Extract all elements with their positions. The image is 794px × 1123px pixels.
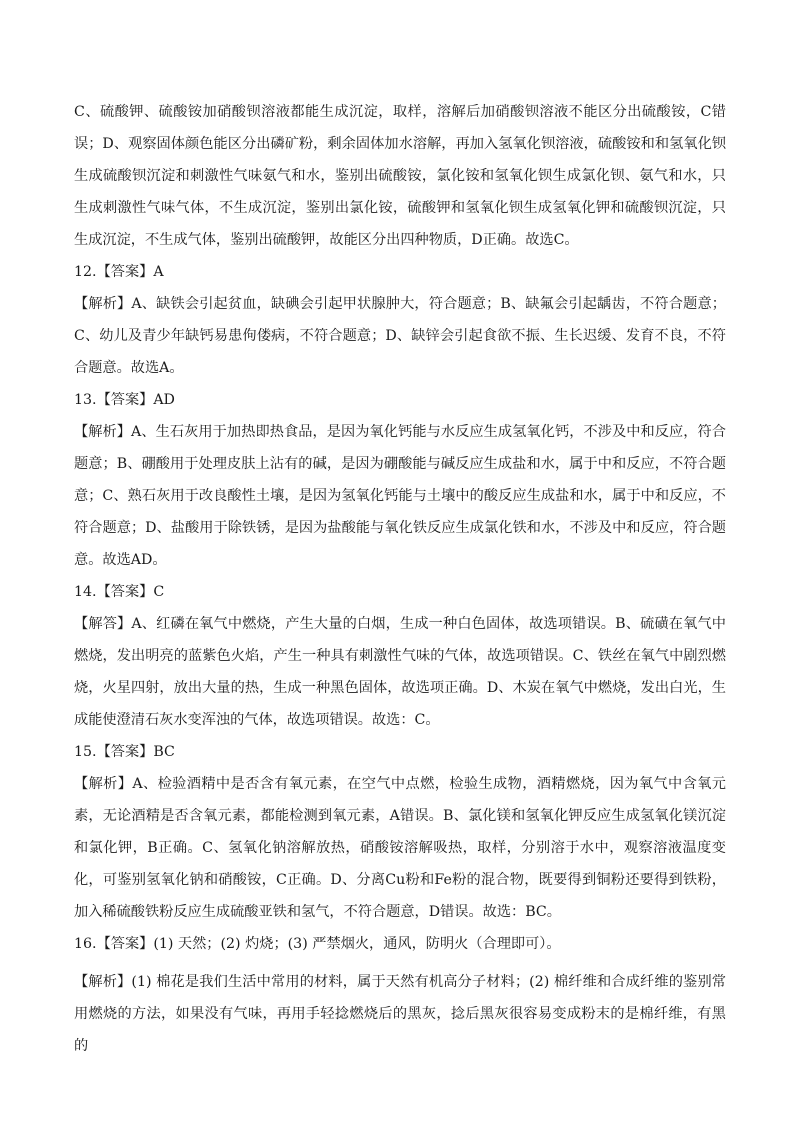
explanation-16: 【解析】(1) 棉花是我们生活中常用的材料，属于天然有机高分子材料；(2) 棉纤维和合成纤维的鉴别常用燃烧的方法，如果没有气味，再用手轻捻燃烧后的黑灰，捻后黑灰很容易变成粉末的是棉纤维，有黑的 [74,974,726,1054]
explanation-14: 【解答】A、红磷在氧气中燃烧，产生大量的白烟，生成一种白色固体，故选项错误。B、硫磺在氧气中燃烧，发出明亮的蓝紫色火焰，产生一种具有刺激性气味的气体，故选项错误。C、铁丝在氧气中剧烈燃烧，火星四射，放出大量的热，生成一种黑色固体，故选项正确。D、木炭在氧气中燃烧，发出白光，生成能使澄清石灰水变浑浊的气体，故选项错误。故选：C。 [74,616,726,728]
paragraph-11-continuation: C、硫酸钾、硫酸铵加硝酸钡溶液都能生成沉淀，取样，溶解后加硝酸钡溶液不能区分出硫酸铵，C错误；D、观察固体颜色能区分出磷矿粉，剩余固体加水溶解，再加入氢氧化钡溶液，硫酸铵和和氢氧化钡生成硫酸钡沉淀和刺激性气味氨气和水，鉴别出硫酸铵，氯化铵和氢氧化钡生成氯化钡、氨气和水，只生成刺激性气味气体，不生成沉淀，鉴别出氯化铵，硫酸钾和氢氧化钡生成氢氧化钾和硫酸钡沉淀，只生成沉淀，不生成气体，鉴别出硫酸钾，故能区分出四种物质，D正确。故选C。 [74,104,726,248]
answer-heading-13: 13.【答案】AD [74,392,175,408]
explanation-13: 【解析】A、生石灰用于加热即热食品，是因为氧化钙能与水反应生成氢氧化钙，不涉及中和反应，符合题意；B、硼酸用于处理皮肤上沾有的碱，是因为硼酸能与碱反应生成盐和水，属于中和反应，不符合题意；C、熟石灰用于改良酸性土壤，是因为氢氧化钙能与土壤中的酸反应生成盐和水，属于中和反应，不符合题意；D、盐酸用于除铁锈，是因为盐酸能与氧化铁反应生成氯化铁和水，不涉及中和反应，符合题意。故选AD。 [74,424,726,568]
explanation-15: 【解析】A、检验酒精中是否含有氧元素，在空气中点燃，检验生成物，酒精燃烧，因为氧气中含氧元素，无论酒精是否含氧元素，都能检测到氧元素，A错误。B、氯化镁和氢氧化钾反应生成氢氧化镁沉淀和氯化钾，B正确。C、氢氧化钠溶解放热，硝酸铵溶解吸热，取样，分别溶于水中，观察溶液温度变化，可鉴别氢氧化钠和硝酸铵，C正确。D、分离Cu粉和Fe粉的混合物，既要得到铜粉还要得到铁粉，加入稀硫酸铁粉反应生成硫酸亚铁和氢气，不符合题意，D错误。故选：BC。 [74,776,726,920]
answer-heading-14: 14.【答案】C [74,584,165,600]
answer-explanations [74,96,726,1062]
answer-heading-16: 16.【答案】(1) 天然；(2) 灼烧；(3) 严禁烟火，通风，防明火（合理即可）。 [74,936,561,952]
answer-heading-15: 15.【答案】BC [74,744,175,760]
explanation-12: 【解析】A、缺铁会引起贫血，缺碘会引起甲状腺肿大，符合题意；B、缺氟会引起龋齿，不符合题意；C、幼儿及青少年缺钙易患佝偻病，不符合题意；D、缺锌会引起食欲不振、生长迟缓、发育不良，不符合题意。故选A。 [74,296,726,376]
answer-heading-12: 12.【答案】A [74,264,164,280]
